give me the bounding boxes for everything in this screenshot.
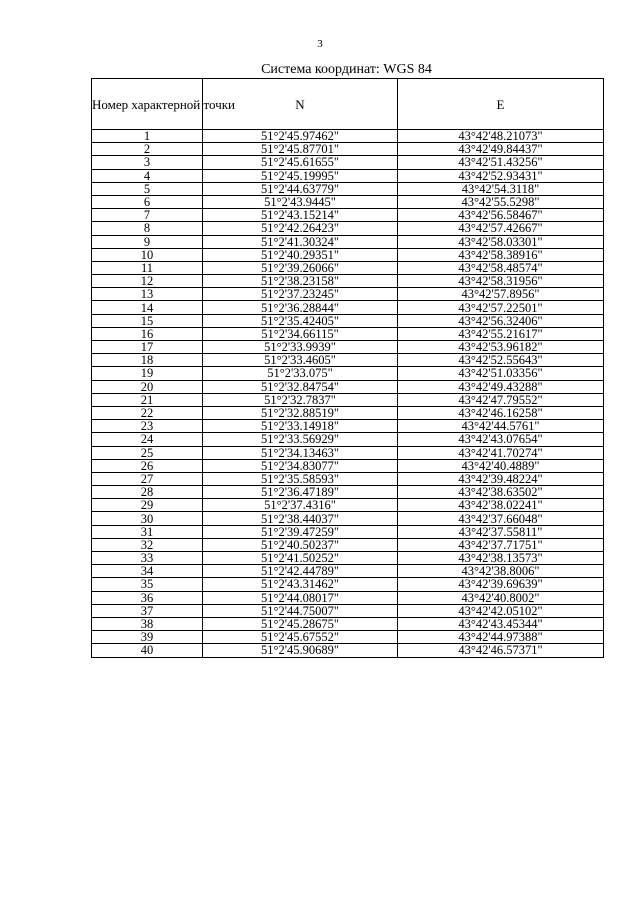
table-row	[92, 525, 604, 538]
cell-point-number: 35	[92, 578, 203, 591]
cell-latitude-n: 51°2'44.08017"	[203, 591, 398, 604]
cell-longitude-e: 43°42'51.03356"	[398, 367, 604, 380]
cell-point-number: 20	[92, 380, 203, 393]
cell-latitude-n: 51°2'41.30324"	[203, 235, 398, 248]
cell-point-number: 6	[92, 195, 203, 208]
cell-latitude-n: 51°2'36.47189"	[203, 486, 398, 499]
cell-longitude-e: 43°42'53.96182"	[398, 341, 604, 354]
cell-longitude-e: 43°42'46.16258"	[398, 406, 604, 419]
cell-longitude-e: 43°42'58.03301"	[398, 235, 604, 248]
table-row	[92, 617, 604, 630]
cell-longitude-e: 43°42'42.05102"	[398, 604, 604, 617]
table-row	[92, 499, 604, 512]
table-row	[92, 209, 604, 222]
cell-point-number: 24	[92, 433, 203, 446]
cell-point-number: 26	[92, 459, 203, 472]
cell-latitude-n: 51°2'39.26066"	[203, 261, 398, 274]
cell-point-number: 22	[92, 406, 203, 419]
cell-latitude-n: 51°2'34.66115"	[203, 327, 398, 340]
cell-longitude-e: 43°42'41.70274"	[398, 446, 604, 459]
cell-latitude-n: 51°2'40.50237"	[203, 538, 398, 551]
table-row	[92, 182, 604, 195]
table-row	[92, 446, 604, 459]
table-row	[92, 248, 604, 261]
coordinates-table	[91, 78, 604, 658]
cell-point-number: 7	[92, 209, 203, 222]
cell-latitude-n: 51°2'38.23158"	[203, 275, 398, 288]
cell-longitude-e: 43°42'52.93431"	[398, 169, 604, 182]
header-point-number: Номер характерной точки	[92, 79, 203, 130]
cell-latitude-n: 51°2'41.50252"	[203, 552, 398, 565]
table-row	[92, 314, 604, 327]
table-row	[92, 156, 604, 169]
cell-longitude-e: 43°42'46.57371"	[398, 644, 604, 657]
cell-latitude-n: 51°2'35.58593"	[203, 472, 398, 485]
cell-latitude-n: 51°2'40.29351"	[203, 248, 398, 261]
cell-latitude-n: 51°2'44.63779"	[203, 182, 398, 195]
cell-point-number: 38	[92, 617, 203, 630]
table-row	[92, 380, 604, 393]
cell-latitude-n: 51°2'32.7837"	[203, 393, 398, 406]
cell-latitude-n: 51°2'39.47259"	[203, 525, 398, 538]
cell-point-number: 40	[92, 644, 203, 657]
cell-latitude-n: 51°2'45.97462"	[203, 130, 398, 143]
cell-latitude-n: 51°2'37.23245"	[203, 288, 398, 301]
table-row	[92, 288, 604, 301]
cell-longitude-e: 43°42'43.07654"	[398, 433, 604, 446]
table-row	[92, 486, 604, 499]
table-row	[92, 354, 604, 367]
cell-point-number: 4	[92, 169, 203, 182]
cell-latitude-n: 51°2'32.84754"	[203, 380, 398, 393]
cell-latitude-n: 51°2'33.14918"	[203, 420, 398, 433]
cell-point-number: 27	[92, 472, 203, 485]
cell-point-number: 1	[92, 130, 203, 143]
cell-latitude-n: 51°2'45.90689"	[203, 644, 398, 657]
cell-longitude-e: 43°42'57.42667"	[398, 222, 604, 235]
table-row	[92, 235, 604, 248]
cell-point-number: 34	[92, 565, 203, 578]
cell-latitude-n: 51°2'34.83077"	[203, 459, 398, 472]
cell-longitude-e: 43°42'51.43256"	[398, 156, 604, 169]
cell-point-number: 3	[92, 156, 203, 169]
cell-longitude-e: 43°42'54.3118"	[398, 182, 604, 195]
cell-longitude-e: 43°42'39.48224"	[398, 472, 604, 485]
table-row	[92, 327, 604, 340]
cell-longitude-e: 43°42'58.31956"	[398, 275, 604, 288]
table-header	[92, 79, 604, 130]
cell-longitude-e: 43°42'40.4889"	[398, 459, 604, 472]
table-row	[92, 604, 604, 617]
cell-latitude-n: 51°2'43.9445"	[203, 195, 398, 208]
cell-longitude-e: 43°42'55.5298"	[398, 195, 604, 208]
table-row	[92, 275, 604, 288]
cell-longitude-e: 43°42'57.22501"	[398, 301, 604, 314]
table-row	[92, 578, 604, 591]
cell-point-number: 32	[92, 538, 203, 551]
table-caption: Система координат: WGS 84	[261, 62, 432, 77]
cell-latitude-n: 51°2'36.28844"	[203, 301, 398, 314]
header-latitude-n: N	[203, 79, 398, 130]
cell-longitude-e: 43°42'49.43288"	[398, 380, 604, 393]
cell-latitude-n: 51°2'45.28675"	[203, 617, 398, 630]
cell-latitude-n: 51°2'45.61655"	[203, 156, 398, 169]
header-row	[92, 79, 604, 130]
cell-latitude-n: 51°2'32.88519"	[203, 406, 398, 419]
table-row	[92, 538, 604, 551]
table-row	[92, 420, 604, 433]
table-row	[92, 393, 604, 406]
cell-point-number: 9	[92, 235, 203, 248]
cell-latitude-n: 51°2'38.44037"	[203, 512, 398, 525]
table-row	[92, 143, 604, 156]
cell-longitude-e: 43°42'56.32406"	[398, 314, 604, 327]
cell-latitude-n: 51°2'42.26423"	[203, 222, 398, 235]
table-row	[92, 433, 604, 446]
cell-latitude-n: 51°2'45.87701"	[203, 143, 398, 156]
cell-point-number: 36	[92, 591, 203, 604]
cell-longitude-e: 43°42'39.69639"	[398, 578, 604, 591]
cell-longitude-e: 43°42'38.02241"	[398, 499, 604, 512]
cell-point-number: 18	[92, 354, 203, 367]
cell-longitude-e: 43°42'37.71751"	[398, 538, 604, 551]
cell-longitude-e: 43°42'57.8956"	[398, 288, 604, 301]
table-row	[92, 222, 604, 235]
table-row	[92, 169, 604, 182]
table-row	[92, 512, 604, 525]
cell-latitude-n: 51°2'43.31462"	[203, 578, 398, 591]
cell-point-number: 21	[92, 393, 203, 406]
table-row	[92, 341, 604, 354]
cell-point-number: 16	[92, 327, 203, 340]
table-body	[92, 130, 604, 658]
cell-latitude-n: 51°2'42.44789"	[203, 565, 398, 578]
cell-point-number: 19	[92, 367, 203, 380]
cell-latitude-n: 51°2'33.075"	[203, 367, 398, 380]
cell-point-number: 13	[92, 288, 203, 301]
table-row	[92, 195, 604, 208]
cell-point-number: 5	[92, 182, 203, 195]
cell-point-number: 17	[92, 341, 203, 354]
cell-latitude-n: 51°2'45.19995"	[203, 169, 398, 182]
cell-point-number: 11	[92, 261, 203, 274]
cell-latitude-n: 51°2'33.56929"	[203, 433, 398, 446]
cell-longitude-e: 43°42'38.8006"	[398, 565, 604, 578]
cell-latitude-n: 51°2'45.67552"	[203, 631, 398, 644]
cell-longitude-e: 43°42'44.5761"	[398, 420, 604, 433]
cell-longitude-e: 43°42'47.79552"	[398, 393, 604, 406]
cell-longitude-e: 43°42'58.38916"	[398, 248, 604, 261]
cell-latitude-n: 51°2'33.9939"	[203, 341, 398, 354]
cell-point-number: 37	[92, 604, 203, 617]
table-row	[92, 406, 604, 419]
cell-longitude-e: 43°42'56.58467"	[398, 209, 604, 222]
cell-point-number: 10	[92, 248, 203, 261]
cell-latitude-n: 51°2'33.4605"	[203, 354, 398, 367]
cell-longitude-e: 43°42'40.8002"	[398, 591, 604, 604]
cell-longitude-e: 43°42'49.84437"	[398, 143, 604, 156]
cell-point-number: 29	[92, 499, 203, 512]
cell-point-number: 8	[92, 222, 203, 235]
cell-point-number: 25	[92, 446, 203, 459]
cell-latitude-n: 51°2'44.75007"	[203, 604, 398, 617]
table-row	[92, 565, 604, 578]
cell-latitude-n: 51°2'34.13463"	[203, 446, 398, 459]
table-row	[92, 591, 604, 604]
cell-longitude-e: 43°42'55.21617"	[398, 327, 604, 340]
table-row	[92, 459, 604, 472]
cell-point-number: 30	[92, 512, 203, 525]
cell-point-number: 14	[92, 301, 203, 314]
table-row	[92, 367, 604, 380]
cell-latitude-n: 51°2'37.4316"	[203, 499, 398, 512]
table-row	[92, 261, 604, 274]
header-longitude-e: E	[398, 79, 604, 130]
cell-point-number: 28	[92, 486, 203, 499]
cell-latitude-n: 51°2'35.42405"	[203, 314, 398, 327]
table-row	[92, 301, 604, 314]
cell-longitude-e: 43°42'43.45344"	[398, 617, 604, 630]
cell-point-number: 2	[92, 143, 203, 156]
cell-longitude-e: 43°42'44.97388"	[398, 631, 604, 644]
table-row	[92, 631, 604, 644]
table-row	[92, 130, 604, 143]
cell-longitude-e: 43°42'48.21073"	[398, 130, 604, 143]
cell-point-number: 23	[92, 420, 203, 433]
table-row	[92, 552, 604, 565]
cell-point-number: 12	[92, 275, 203, 288]
cell-point-number: 39	[92, 631, 203, 644]
cell-point-number: 31	[92, 525, 203, 538]
cell-longitude-e: 43°42'37.66048"	[398, 512, 604, 525]
cell-longitude-e: 43°42'58.48574"	[398, 261, 604, 274]
cell-longitude-e: 43°42'38.63502"	[398, 486, 604, 499]
table-row	[92, 472, 604, 485]
cell-point-number: 15	[92, 314, 203, 327]
cell-latitude-n: 51°2'43.15214"	[203, 209, 398, 222]
cell-longitude-e: 43°42'37.55811"	[398, 525, 604, 538]
cell-longitude-e: 43°42'38.13573"	[398, 552, 604, 565]
cell-point-number: 33	[92, 552, 203, 565]
page-number: 3	[317, 38, 323, 50]
cell-longitude-e: 43°42'52.55643"	[398, 354, 604, 367]
table-row	[92, 644, 604, 657]
